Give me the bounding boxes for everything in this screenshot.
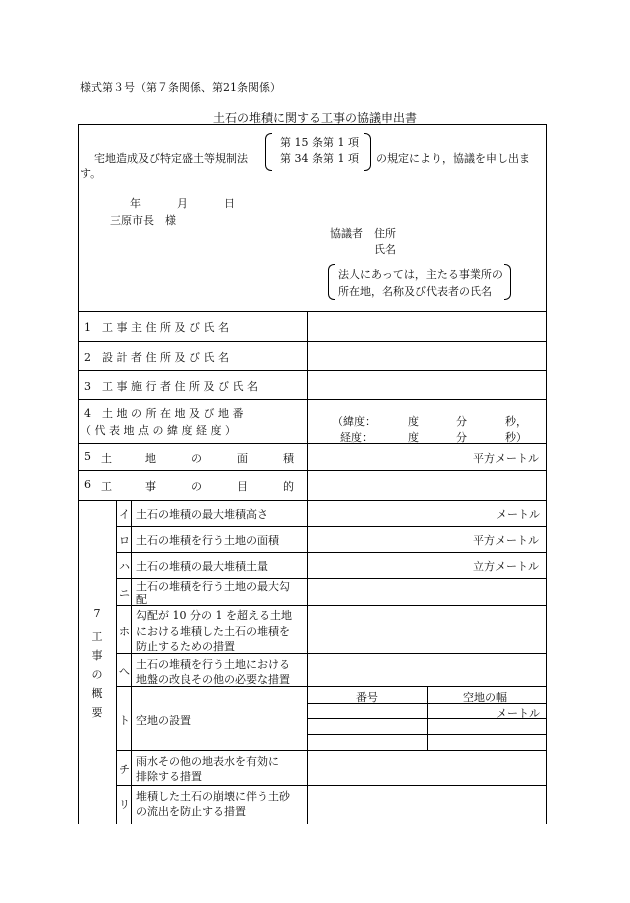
item-to-label: 空地の設置 (136, 714, 191, 727)
lon-deg: 度 (408, 431, 419, 444)
row-6-char: 目 (237, 480, 248, 493)
lat-min: 分 (456, 415, 467, 428)
item-ni-mark: ニ (119, 587, 130, 600)
clause-34: 第 34 条第 1 項 (280, 152, 359, 165)
item-to-mark: ト (119, 714, 130, 727)
item-ho-label: 勾配が 10 分の 1 を超える土地 (136, 609, 292, 622)
note-left-bracket (328, 264, 335, 300)
open-space-width-unit: メートル (496, 707, 540, 720)
section-7-number: 7 (93, 607, 101, 620)
item-chi-label: 排除する措置 (136, 770, 202, 783)
section-7-char: 概 (91, 687, 103, 700)
applicant-label: 協議者 (330, 227, 363, 240)
area-unit: 平方メートル (473, 452, 539, 465)
lat-sec: 秒， (505, 415, 527, 428)
open-space-number-header: 番号 (356, 691, 378, 704)
lon-min: 分 (456, 431, 467, 444)
row-1-owner: 1 工 事 主 住 所 及 び 氏 名 (84, 321, 229, 334)
address-label: 住所 (374, 227, 396, 240)
form-title: 土石の堆積に関する工事の協議申出書 (212, 111, 417, 125)
item-ri-label: 堆積した土石の崩壊に伴う土砂 (136, 790, 290, 803)
section-7-char: 事 (91, 649, 103, 662)
corp-note-line1: 法人にあっては，主たる事業所の (338, 268, 503, 281)
row-4-location: 4 土 地 の 所 在 地 及 び 地 番 (84, 407, 244, 420)
lon-sec: 秒） (505, 431, 527, 444)
row-6-char: 事 (145, 480, 156, 493)
item-chi-mark: チ (119, 763, 130, 776)
item-ho-label: 防止するための措置 (136, 640, 235, 653)
row-6-char: 工 (101, 480, 112, 493)
note-right-bracket (504, 264, 511, 300)
date-month: 月 (177, 197, 188, 210)
row-5-number: 5 (84, 450, 91, 463)
item-ha-label: 土石の堆積の最大堆積土量 (136, 560, 268, 573)
right-brace (364, 133, 371, 171)
item-ri-mark: リ (119, 798, 130, 811)
clause-15: 第 15 条第 1 項 (280, 136, 359, 149)
longitude-label: 経度： (340, 431, 373, 444)
item-i-unit: メートル (496, 508, 540, 521)
section-7-char: 要 (91, 706, 103, 719)
form-number-label: 様式第３号（第７条関係、第21条関係） (80, 81, 281, 94)
row-6-number: 6 (84, 478, 91, 491)
section-7-char: の (91, 668, 103, 681)
row-5-char: の (191, 452, 202, 465)
latitude-label: （緯度： (332, 415, 376, 428)
section-7-char: 工 (91, 630, 103, 643)
item-he-label: 地盤の改良その他の必要な措置 (136, 673, 290, 686)
item-ha-mark: ハ (119, 560, 130, 573)
item-ho-mark: ホ (119, 625, 130, 638)
item-ni-label: 配 (136, 593, 147, 606)
item-ni-label: 土石の堆積を行う土地の最大勾 (136, 580, 290, 593)
item-ro-label: 土石の堆積を行う土地の面積 (136, 534, 279, 547)
open-space-width-header: 空地の幅 (463, 691, 507, 704)
row-4-coords: （ 代 表 地 点 の 緯 度 経 度 ） (80, 424, 236, 437)
addressee: 三原市長 様 (110, 214, 176, 227)
item-he-label: 土石の堆積を行う土地における (136, 658, 290, 671)
row-5-char: 面 (237, 452, 248, 465)
row-5-char: 地 (145, 452, 156, 465)
date-day: 日 (224, 197, 235, 210)
item-ha-unit: 立方メートル (473, 560, 539, 573)
provision-text: の規定により，協議を申し出ま (376, 152, 530, 165)
item-ri-label: の流出を防止する措置 (136, 805, 246, 818)
item-i-label: 土石の堆積の最大堆積高さ (136, 508, 268, 521)
row-5-char: 土 (101, 452, 112, 465)
item-ro-unit: 平方メートル (473, 534, 539, 547)
name-label: 氏名 (374, 243, 396, 256)
row-6-char: の (191, 480, 202, 493)
left-brace (265, 133, 272, 171)
law-name: 宅地造成及び特定盛土等規制法 (94, 152, 248, 165)
provision-text-end: す。 (80, 167, 102, 180)
item-he-mark: へ (119, 665, 130, 678)
lat-deg: 度 (408, 415, 419, 428)
row-6-char: 的 (283, 480, 294, 493)
item-i-mark: イ (119, 508, 130, 521)
item-ho-label: における堆積した土石の堆積を (136, 625, 290, 638)
row-5-char: 積 (283, 452, 294, 465)
corp-note-line2: 所在地，名称及び代表者の氏名 (338, 285, 492, 298)
row-3-contractor: 3 工 事 施 行 者 住 所 及 び 氏 名 (84, 380, 258, 393)
date-year: 年 (130, 197, 141, 210)
row-2-designer: 2 設 計 者 住 所 及 び 氏 名 (84, 351, 229, 364)
item-chi-label: 雨水その他の地表水を有効に (136, 755, 279, 768)
item-ro-mark: ロ (119, 534, 130, 547)
